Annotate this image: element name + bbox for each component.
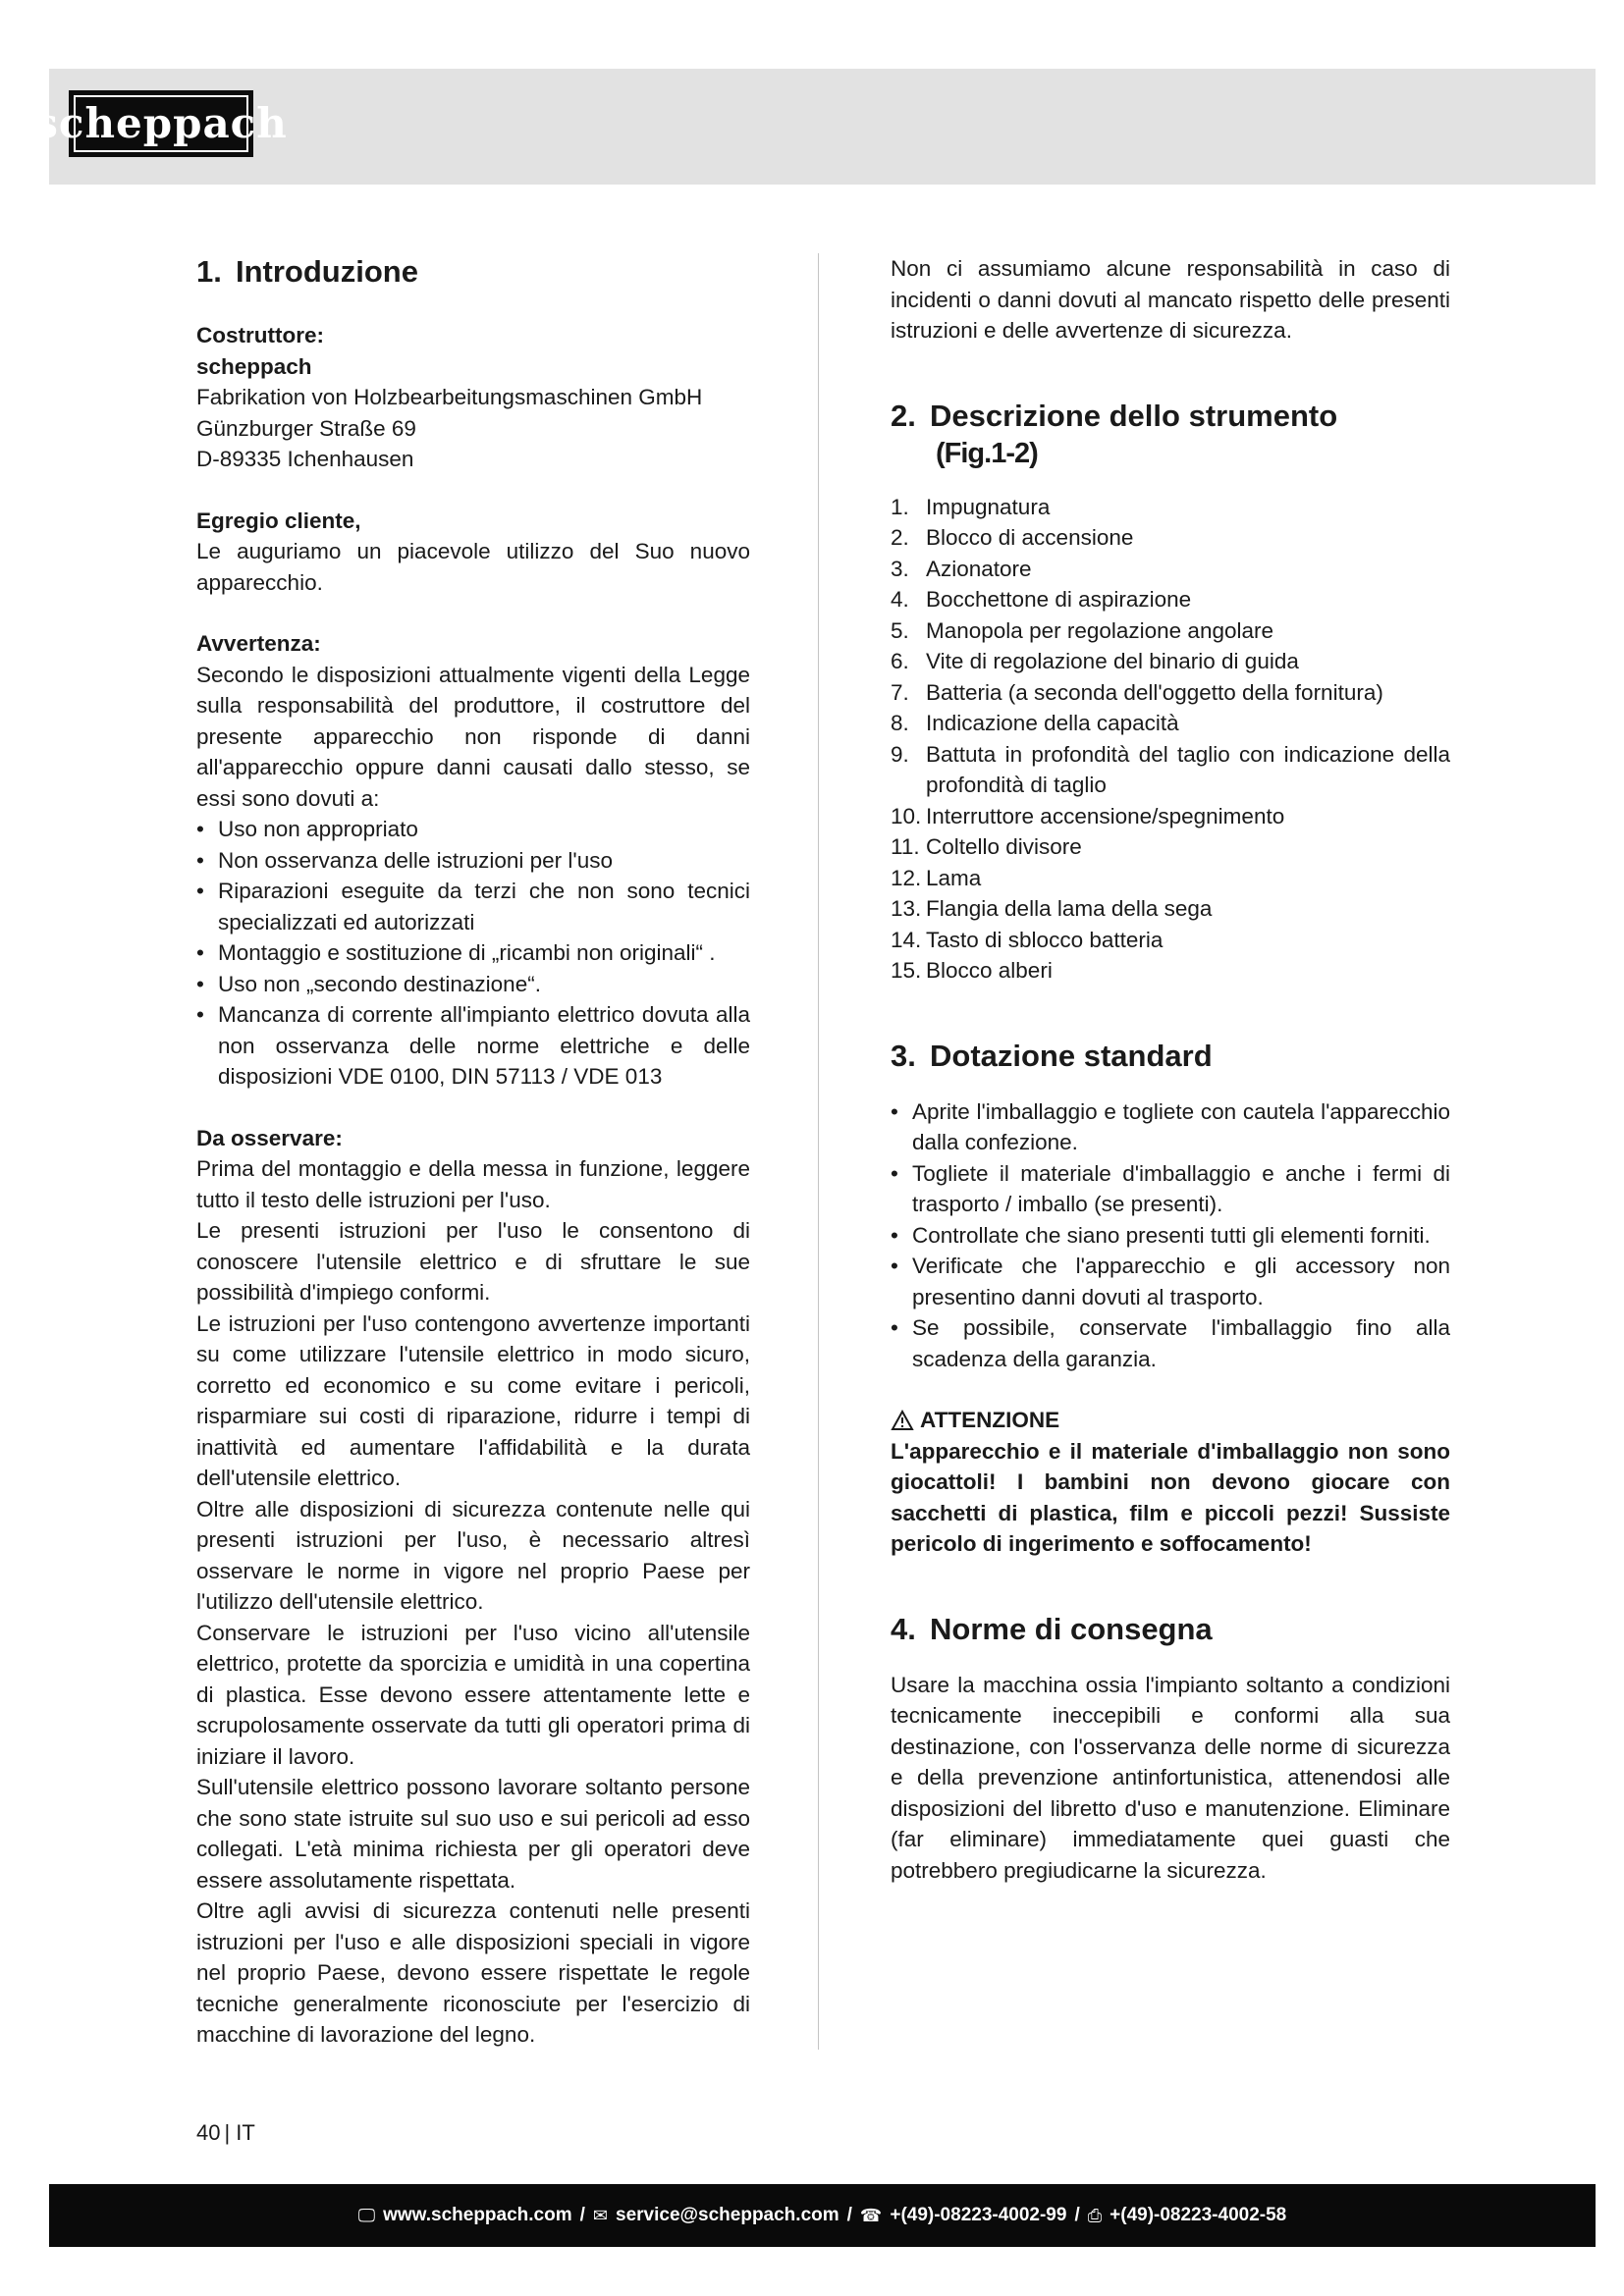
address-line-2: Günzburger Straße 69 (196, 415, 416, 441)
header-band (34, 69, 1596, 185)
observe-paragraph: Oltre agli avvisi di sicurezza contenuti nelle presenti istruzioni per l'uso e alle disposizioni speciali in vigore nel proprio Paese, devono essere rispettate le regole tecniche generalmente riconosciute per l'esercizio di macchine di lavorazione del legno. (196, 1898, 750, 2047)
notice-text: Secondo le disposizioni attualmente vigenti della Legge sulla responsabilità del produttore, il costruttore del presente apparecchio non risponde di danni all'apparecchio oppure danni causati dallo stesso, se essi sono dovuti a: (196, 662, 750, 811)
mail-icon: ✉ (592, 2205, 608, 2225)
list-item: 11. Coltello divisore (891, 834, 1082, 859)
address-line-1: Fabrikation von Holzbearbeitungsmaschinen GmbH (196, 385, 703, 409)
list-item: • Riparazioni eseguite da terzi che non sono tecnici specializzati ed autorizzati (196, 876, 750, 937)
list-item: 4. Bocchettone di aspirazione (891, 587, 1192, 612)
page-language: IT (236, 2120, 255, 2145)
fax-icon: ⎙ (1087, 2205, 1103, 2225)
list-item: • Togliete il materiale d'imballaggio e anche i fermi di trasporto / imballo (se presenti). (891, 1158, 1450, 1220)
manufacturer-name: scheppach (196, 353, 312, 379)
section-4-heading (891, 1611, 1450, 1648)
list-item: • Verificate che l'apparecchio e gli accessory non presentino danni dovuti al trasporto. (891, 1251, 1450, 1312)
footer-separator: / (846, 2205, 852, 2225)
liability-text: Non ci assumiamo alcune responsabilità in caso di incidenti o danni dovuti al mancato rispetto delle presenti istruzioni e delle avvertenze di sicurezza. (891, 256, 1450, 343)
section-1-title: Introduzione (236, 254, 418, 289)
section-2-figure-ref: (Fig.1-2) (936, 437, 1038, 469)
list-item: 3. Azionatore (891, 556, 1032, 581)
delivery-text: Usare la macchina ossia l'impianto soltanto a condizioni tecnicamente ineccepibili e conformi alla sua destinazione, con l'osservanza delle norme di sicurezza e della prevenzione antinfortunistica, attenendosi alle disposizioni del libretto d'uso e manutenzione. Eliminare (far eliminare) immediatamente quei guasti che potrebbero pregiudicarne la sicurezza. (891, 1672, 1450, 1883)
section-2-title: Descrizione dello strumento (930, 398, 1338, 433)
list-item: • Se possibile, conservate l'imballaggio fino alla scadenza della garanzia. (891, 1312, 1450, 1374)
observe-paragraph: Oltre alle disposizioni di sicurezza contenute nelle qui presenti istruzioni per l'uso, è necessario altresì osservare le norme in vigore nel proprio Paese per l'utilizzo dell'utensile elettrico. (196, 1496, 750, 1614)
page-number-value: 40 (196, 2120, 221, 2145)
standard-list (891, 1096, 1450, 1375)
section-1-heading (196, 253, 750, 291)
list-item: 9. Battuta in profondità del taglio con indicazione della profondità di taglio (891, 741, 1450, 797)
observe-paragraph: Sull'utensile elettrico possono lavorare soltanto persone che sono state istruite sul suo uso e sui pericoli ad esso collegati. L'età minima richiesta per gli operatori deve essere assolutamente rispettata. (196, 1775, 750, 1893)
footer-fax: +(49)-08223-4002-58 (1110, 2205, 1287, 2225)
left-column (196, 253, 750, 2051)
address-line-3: D-89335 Ichenhausen (196, 447, 414, 471)
section-3-heading (891, 1038, 1450, 1075)
list-item: 1. Impugnatura (891, 494, 1051, 519)
section-3-title: Dotazione standard (930, 1038, 1213, 1073)
warning-text: L'apparecchio e il materiale d'imballaggio non sono giocattoli! I bambini non devono giocare con sacchetti di plastica, film e piccoli pezzi! Sussiste pericolo di ingerimento e soffocamento! (891, 1438, 1450, 1556)
footer-bar (49, 2184, 1596, 2247)
notice-list (196, 814, 750, 1093)
footer-website[interactable]: www.scheppach.com (383, 2205, 572, 2225)
list-item: 7. Batteria (a seconda dell'oggetto della fornitura) (891, 679, 1383, 705)
greeting-label: Egregio cliente, (196, 507, 361, 533)
footer-separator: / (1074, 2205, 1080, 2225)
section-2-heading (891, 398, 1450, 472)
observe-paragraph: Le presenti istruzioni per l'uso le consentono di conoscere l'utensile elettrico e di sfruttare le sue possibilità d'impiego conformi. (196, 1218, 750, 1305)
monitor-icon: 🖵 (357, 2205, 376, 2225)
observe-paragraph: Prima del montaggio e della messa in funzione, leggere tutto il testo delle istruzioni per l'uso. (196, 1156, 750, 1212)
list-item: • Controllate che siano presenti tutti gli elementi forniti. (891, 1220, 1450, 1252)
list-item: 2. Blocco di accensione (891, 525, 1134, 550)
section-4-title: Norme di consegna (930, 1611, 1213, 1646)
list-item: 5. Manopola per regolazione angolare (891, 617, 1274, 643)
warning-label: ATTENZIONE (920, 1408, 1060, 1432)
list-item: 13. Flangia della lama della sega (891, 896, 1213, 921)
notice-label: Avvertenza: (196, 631, 321, 656)
observe-paragraph: Conservare le istruzioni per l'uso vicino all'utensile elettrico, protette da sporcizia e umidità in una copertina di plastica. Esse devono essere attentamente lette e scrupolosamente osservate da tutti gli operatori prima di iniziare il lavoro. (196, 1620, 750, 1769)
list-item: 14. Tasto di sblocco batteria (891, 927, 1164, 952)
section-3-number: 3. (891, 1038, 916, 1073)
warning-triangle-icon (891, 1410, 914, 1431)
right-column (891, 253, 1450, 1886)
list-item: 8. Indicazione della capacità (891, 711, 1179, 735)
list-item: • Mancanza di corrente all'impianto elettrico dovuta alla non osservanza delle norme elettriche e delle disposizioni VDE 0100, DIN 57113 / VDE 013 (196, 999, 750, 1093)
manufacturer-label: Costruttore: (196, 323, 324, 347)
warning-heading (891, 1405, 1450, 1436)
observe-label: Da osservare: (196, 1125, 343, 1150)
phone-icon: ☎ (859, 2205, 883, 2225)
logo-text: scheppach (34, 99, 288, 147)
list-item: • Uso non „secondo destinazione“. (196, 969, 750, 1000)
list-item: • Uso non appropriato (196, 814, 750, 845)
scheppach-logo (34, 90, 288, 157)
greeting-text: Le auguriamo un piacevole utilizzo del Suo nuovo apparecchio. (196, 539, 750, 595)
list-item: • Aprite l'imballaggio e togliete con cautela l'apparecchio dalla confezione. (891, 1096, 1450, 1158)
list-item: 12. Lama (891, 865, 982, 890)
list-item: • Montaggio e sostituzione di „ricambi non originali“ . (196, 937, 750, 969)
footer-email[interactable]: service@scheppach.com (616, 2205, 839, 2225)
observe-paragraph: Le istruzioni per l'uso contengono avvertenze importanti su come utilizzare l'utensile elettrico in modo sicuro, corretto ed economico e su come evitare i pericoli, risparmiare sui costi di riparazione, ridurre i tempi di inattività ed aumentare l'affidabilità e la durata dell'utensile elettrico. (196, 1310, 750, 1490)
footer-separator: / (579, 2205, 585, 2225)
list-item: 15. Blocco alberi (891, 958, 1053, 983)
list-item: 6. Vite di regolazione del binario di guida (891, 649, 1299, 673)
column-divider (818, 253, 819, 2050)
parts-list (891, 492, 1450, 987)
section-4-number: 4. (891, 1611, 916, 1646)
list-item: 10. Interruttore accensione/spegnimento (891, 803, 1285, 828)
section-2-number: 2. (891, 398, 916, 433)
section-1-number: 1. (196, 254, 222, 289)
page-number: 40 | IT (196, 2120, 255, 2145)
footer-phone: +(49)-08223-4002-99 (890, 2205, 1067, 2225)
list-item: • Non osservanza delle istruzioni per l'uso (196, 845, 750, 877)
